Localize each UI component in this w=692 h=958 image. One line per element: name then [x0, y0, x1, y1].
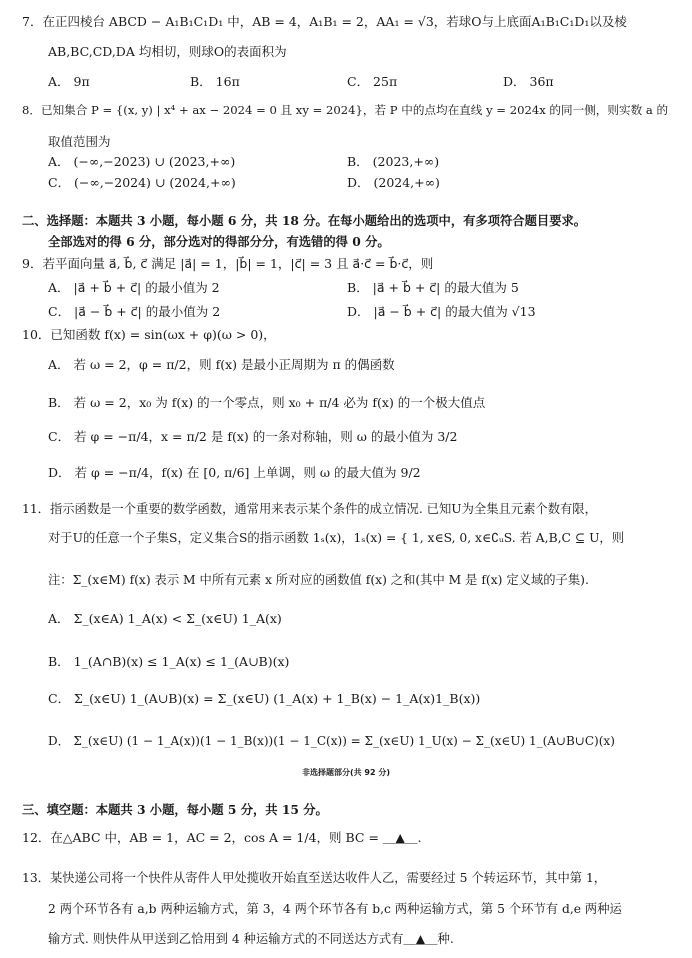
q11-stem: 11．指示函数是一个重要的数学函数，通常用来表示某个条件的成立情况. 已知U为全集且元素个数有限，: [22, 502, 597, 516]
q9-option-c: C． |a⃗ − b⃗ + c⃗| 的最小值为 2: [48, 304, 221, 319]
q11-stem-cont: 对于U的任意一个子集S，定义集合S的指示函数 1ₛ(x)，1ₛ(x) = { 1, x∈S, 0, x∈∁ᵤS. 若 A,B,C ⊆ U，则: [48, 531, 625, 545]
q7-stem-cont: AB,BC,CD,DA 均相切，则球O的表面积为: [48, 44, 287, 59]
q10-option-d: D． 若 φ = −π/4，f(x) 在 [0, π/6] 上单调，则 ω 的最大值为 9/2: [48, 465, 421, 480]
q11-note: 注：Σ_(x∈M) f(x) 表示 M 中所有元素 x 所对应的函数值 f(x) 之和(其中 M 是 f(x) 定义域的子集).: [48, 573, 589, 587]
q7-option-c: C． 25π: [347, 74, 398, 89]
q8-stem-cont: 取值范围为: [48, 134, 111, 149]
q11-option-c: C． Σ_(x∈U) 1_(A∪B)(x) = Σ_(x∈U) (1_A(x) + 1_B(x) − 1_A(x)1_B(x)): [48, 691, 481, 706]
q10-option-a: A． 若 ω = 2，φ = π/2，则 f(x) 是最小正周期为 π 的偶函数: [48, 357, 395, 372]
q10-stem: 10．已知函数 f(x) = sin(ωx + φ)(ω > 0)，: [22, 327, 276, 342]
q7-option-b: B． 16π: [190, 74, 240, 89]
q10-option-b: B． 若 ω = 2，x₀ 为 f(x) 的一个零点，则 x₀ + π/4 必为 f(x) 的一个极大值点: [48, 395, 486, 410]
q13-stem-cont-1: 2 两个环节各有 a,b 两种运输方式，第 3，4 两个环节各有 b,c 两种运输方式，第 5 个环节有 d,e 两种运: [48, 902, 622, 916]
q11-option-b: B． 1_(A∩B)(x) ≤ 1_A(x) ≤ 1_(A∪B)(x): [48, 654, 290, 669]
q7-option-a: A． 9π: [48, 74, 90, 89]
q9-stem: 9．若平面向量 a⃗, b⃗, c⃗ 满足 |a⃗| = 1，|b⃗| = 1，|c⃗| = 3 且 a⃗·c⃗ = b⃗·c⃗，则: [22, 256, 434, 271]
q8-stem: 8．已知集合 P = {(x, y) | x⁴ + ax − 2024 = 0 且 xy = 2024}，若 P 中的点均在直线 y = 2024x 的同一侧，则实数 a 的: [22, 103, 669, 117]
q8-option-a: A． (−∞,−2023) ∪ (2023,+∞): [48, 154, 236, 169]
q13-stem: 13．某快递公司将一个快件从寄件人甲处揽收开始直至送达收件人乙，需要经过 5 个转运环节，其中第 1，: [22, 871, 607, 885]
q9-option-b: B． |a⃗ + b⃗ + c⃗| 的最大值为 5: [347, 280, 519, 295]
q8-option-c: C． (−∞,−2024) ∪ (2024,+∞): [48, 175, 236, 190]
q7-stem: 7．在正四棱台 ABCD − A₁B₁C₁D₁ 中，AB = 4，A₁B₁ = 2，AA₁ = √3，若球O与上底面A₁B₁C₁D₁以及棱: [22, 14, 627, 29]
q11-option-a: A． Σ_(x∈A) 1_A(x) < Σ_(x∈U) 1_A(x): [48, 611, 282, 626]
part-2-title: 非选择题部分(共 92 分): [301, 768, 390, 777]
q8-option-b: B． (2023,+∞): [347, 154, 440, 169]
section-2-heading: 二、选择题：本题共 3 小题，每小题 6 分，共 18 分。在每小题给出的选项中，有多项符合题目要求。: [22, 213, 587, 228]
q13-stem-cont-2: 输方式. 则快件从甲送到乙恰用到 4 种运输方式的不同送达方式有＿▲＿种.: [48, 932, 454, 946]
q11-option-d: D． Σ_(x∈U) (1 − 1_A(x))(1 − 1_B(x))(1 − 1_C(x)) = Σ_(x∈U) 1_U(x) − Σ_(x∈U) 1_(A∪B∪C)(x): [48, 734, 615, 748]
section-2-heading-cont: 全部选对的得 6 分，部分选对的得部分分，有选错的得 0 分。: [48, 234, 390, 249]
section-3-heading: 三、填空题：本题共 3 小题，每小题 5 分，共 15 分。: [22, 802, 328, 817]
q9-option-d: D． |a⃗ − b⃗ + c⃗| 的最大值为 √13: [347, 304, 536, 319]
q10-option-c: C． 若 φ = −π/4，x = π/2 是 f(x) 的一条对称轴，则 ω 的最小值为 3/2: [48, 429, 458, 444]
q9-option-a: A． |a⃗ + b⃗ + c⃗| 的最小值为 2: [48, 280, 220, 295]
q12-stem: 12．在△ABC 中，AB = 1，AC = 2，cos A = 1/4，则 BC = ＿▲＿.: [22, 830, 422, 845]
q7-option-d: D． 36π: [503, 74, 554, 89]
q8-option-d: D． (2024,+∞): [347, 175, 440, 190]
